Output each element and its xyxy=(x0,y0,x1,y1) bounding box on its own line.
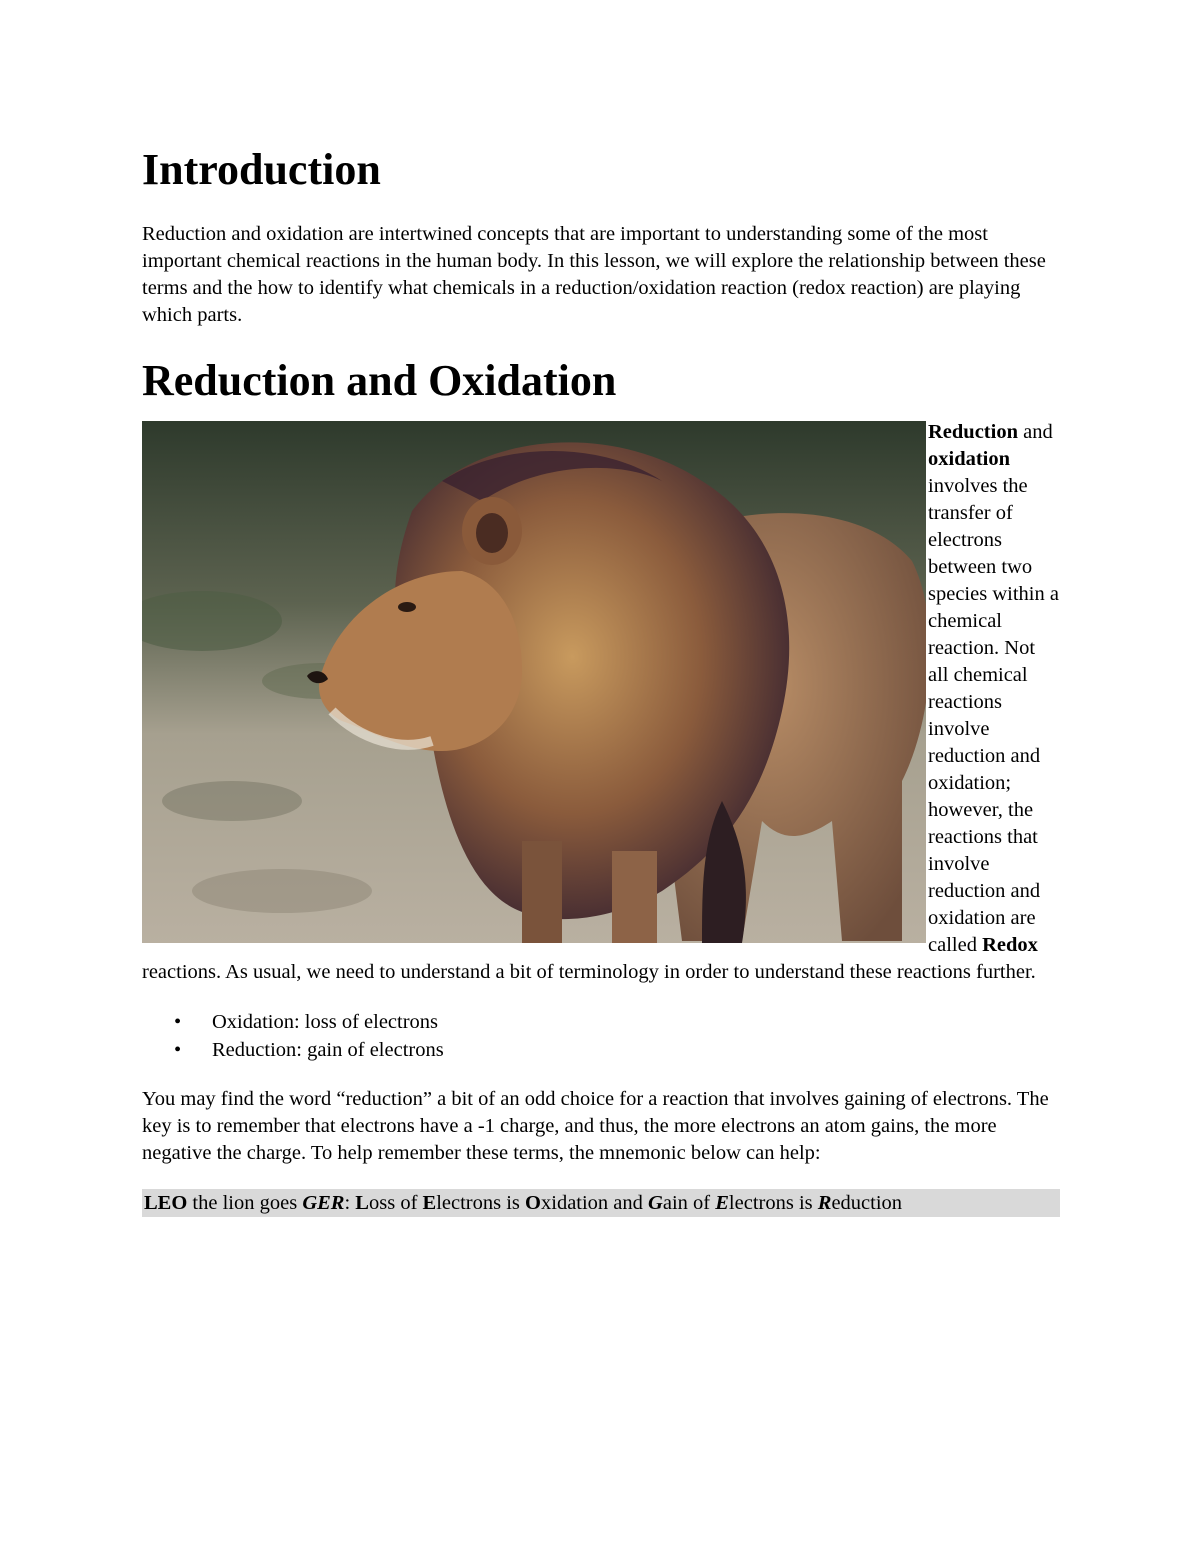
terms-list xyxy=(142,1008,1060,1064)
mnemonic-letter: E xyxy=(422,1192,437,1214)
list-item xyxy=(142,1036,1060,1064)
term-oxidation: oxidation xyxy=(928,448,1011,470)
mnemonic-letter: L xyxy=(355,1192,369,1214)
intro-heading: Introduction xyxy=(142,145,381,194)
text-run: oss of xyxy=(368,1192,423,1214)
mnemonic-letter: E xyxy=(715,1192,729,1214)
lion-photo xyxy=(142,421,926,943)
mnemonic-box xyxy=(142,1189,1060,1217)
mnemonic-ger: GER xyxy=(302,1192,345,1214)
list-item-text: Reduction: gain of electrons xyxy=(212,1039,444,1061)
intro-paragraph: Reduction and oxidation are intertwined concepts that are important to understanding some of the most important chemical reactions in the human body. In this lesson, we will explore the relationship between these terms and the how to identify what chemicals in a reduction/oxidation reaction (redox reaction) are playing which parts. xyxy=(142,223,1046,326)
list-item xyxy=(142,1008,1060,1036)
figure-with-text xyxy=(142,419,1060,986)
page-content xyxy=(142,140,1060,1217)
list-item-text: Oxidation: loss of electrons xyxy=(212,1011,439,1033)
mnemonic-letter: O xyxy=(525,1192,541,1214)
text-run: reactions. As usual, we need to understand a bit of terminology in order to understand these reactions further. xyxy=(142,961,1036,983)
mnemonic-letter: G xyxy=(648,1192,663,1214)
text-run: and xyxy=(1017,421,1053,443)
mnemonic-leo: LEO xyxy=(144,1192,188,1214)
text-run: ain of xyxy=(662,1192,716,1214)
term-reduction: Reduction xyxy=(928,421,1018,443)
redox-heading: Reduction and Oxidation xyxy=(142,356,617,405)
text-run: the lion goes xyxy=(187,1192,303,1214)
text-run: lectrons is xyxy=(728,1192,818,1214)
bullet-icon: • xyxy=(174,1011,182,1033)
text-run: lectrons is xyxy=(436,1192,526,1214)
mnemonic-letter: R xyxy=(817,1192,832,1214)
text-run: involves the transfer of electrons between two species within a chemical reaction. Not all chemical reactions involve reduction and oxidation; however, the reactions that involve reduction and oxidation are called xyxy=(928,475,1059,956)
bullet-icon: • xyxy=(174,1039,182,1061)
text-run: : xyxy=(344,1192,356,1214)
term-redox: Redox xyxy=(982,934,1038,956)
text-run: eduction xyxy=(831,1192,903,1214)
explanation-paragraph: You may find the word “reduction” a bit of an odd choice for a reaction that involves gaining of electrons. The key is to remember that electrons have a -1 charge, and thus, the more electrons an atom gains, the more negative the charge. To help remember these terms, the mnemonic below can help: xyxy=(142,1088,1049,1164)
text-run: xidation and xyxy=(541,1192,649,1214)
